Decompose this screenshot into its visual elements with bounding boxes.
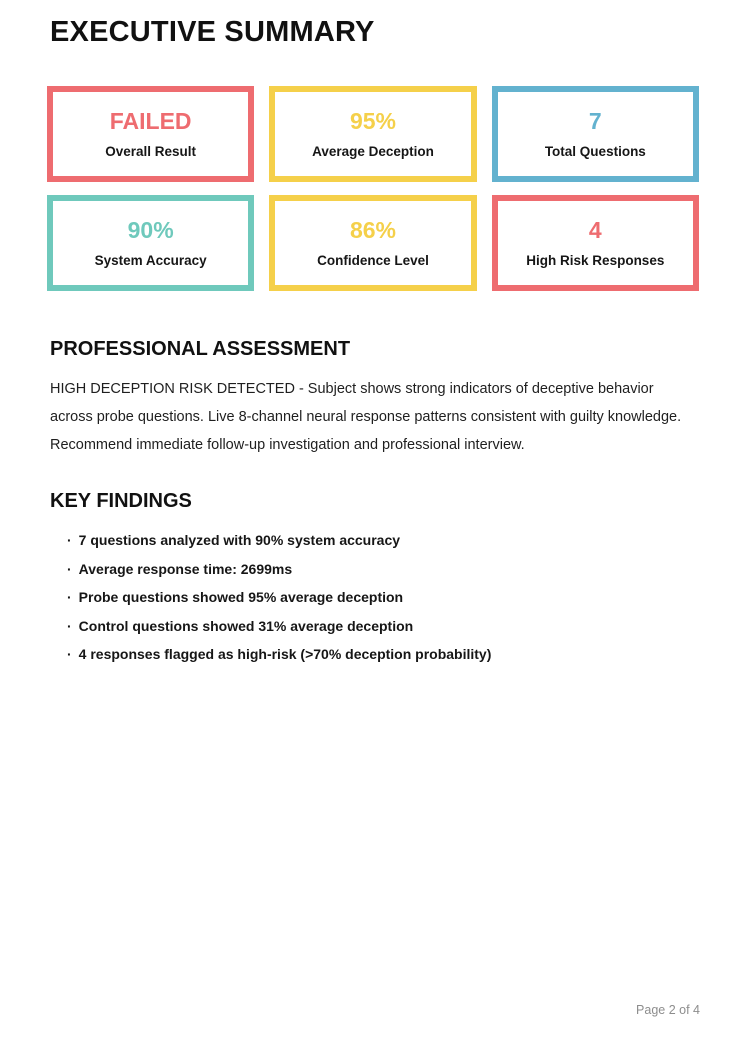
bullet-icon: · (67, 532, 72, 548)
list-item (67, 646, 698, 662)
page-title: EXECUTIVE SUMMARY (50, 16, 375, 48)
metric-value: 90% (127, 216, 174, 243)
bullet-icon: · (67, 617, 72, 634)
bullet-icon: · (67, 589, 72, 605)
metric-card-high-risk-responses (492, 195, 699, 291)
metric-label: Average Deception (312, 143, 434, 159)
finding-text: Average response time: 2699ms (78, 560, 293, 577)
metric-card-grid (47, 86, 699, 291)
metric-value: 86% (349, 216, 397, 243)
metric-label: High Risk Responses (526, 252, 665, 268)
finding-text: Control questions showed 31% average deception (78, 617, 414, 634)
bullet-icon: · (67, 560, 72, 577)
metric-label: Confidence Level (317, 252, 429, 268)
metric-card-total-questions (492, 86, 699, 182)
page-number: Page 2 of 4 (636, 1003, 700, 1017)
list-item (67, 618, 698, 634)
metric-label: Overall Result (105, 143, 197, 159)
finding-text: 7 questions analyzed with 90% system accuracy (78, 532, 401, 548)
metric-card-average-deception (269, 86, 476, 182)
key-findings-list (50, 532, 698, 662)
key-findings-heading: KEY FINDINGS (50, 490, 192, 512)
metric-value: 4 (588, 216, 602, 243)
metric-card-overall-result (47, 86, 254, 182)
professional-assessment-section (50, 338, 698, 459)
metric-value: 7 (588, 107, 602, 134)
finding-text: 4 responses flagged as high-risk (>70% deception probability) (78, 646, 492, 662)
list-item (67, 589, 698, 605)
finding-text: Probe questions showed 95% average deception (78, 589, 404, 605)
metric-value: 95% (349, 107, 397, 134)
list-item (67, 561, 698, 577)
professional-assessment-body: HIGH DECEPTION RISK DETECTED - Subject shows strong indicators of deceptive behavior across probe questions. Live 8-channel neural response patterns consistent with guilty knowledge. Recommend immediate follow-up investigation and professional interview. (50, 381, 682, 453)
metric-card-confidence-level (269, 195, 476, 291)
list-item (67, 532, 698, 548)
metric-value: FAILED (109, 107, 192, 134)
professional-assessment-heading: PROFESSIONAL ASSESSMENT (50, 338, 351, 360)
metric-label: Total Questions (544, 143, 646, 159)
key-findings-section (50, 490, 698, 662)
metric-label: System Accuracy (94, 252, 207, 268)
bullet-icon: · (67, 646, 72, 662)
metric-card-system-accuracy (47, 195, 254, 291)
